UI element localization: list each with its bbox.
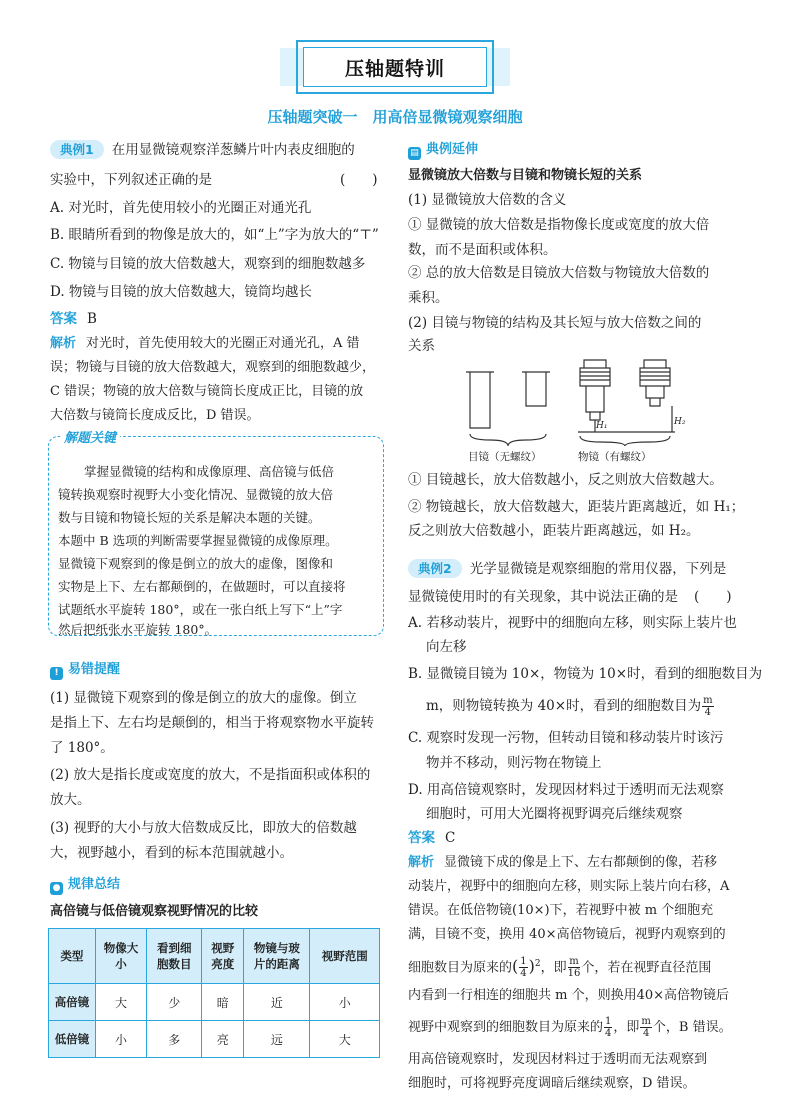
fraction-numerator: m	[703, 695, 713, 706]
short-objective-thread	[640, 372, 670, 380]
extension-line-1: (1) 显微镜放大倍数的含义	[408, 192, 567, 208]
example-2-paren: ( )	[694, 589, 732, 605]
analysis-2-line-9: 细胞时，可将视野亮度调暗后继续观察，D 错误。	[408, 1076, 696, 1091]
example-2-option-b-1: B. 显微镜目镜为 10×，物镜为 10×时，看到的细胞数目为	[408, 666, 763, 682]
table-header-cell: 视野亮度	[202, 929, 244, 984]
analysis-2-text-5b: ，即	[540, 960, 567, 976]
example-1-option-c: C. 物镜与目镜的放大倍数越大，观察到的细胞数越多	[50, 256, 366, 272]
fraction-numerator: m	[569, 956, 579, 968]
pin-icon: ●	[50, 882, 63, 895]
fraction-numerator: m	[641, 1016, 651, 1027]
example-1-option-b: B. 眼睛所看到的物像是放大的，如“上”字为放大的“⊤”	[50, 227, 379, 243]
example-1-paren: ( )	[340, 172, 378, 188]
long-objective-shape	[580, 360, 610, 420]
extension-line-9: ② 物镜越长，放大倍数越大，距装片距离越近，如 H₁；	[408, 499, 745, 515]
warning-icon: !	[50, 667, 63, 680]
fraction-one-quarter	[519, 956, 527, 979]
table-row	[49, 984, 380, 1021]
error-line-1: (1) 显微镜下观察到的像是倒立的放大的虚像。倒立	[50, 690, 357, 706]
example-1-stem-text: 在用显微镜观察洋葱鳞片叶内表皮细胞的	[111, 142, 355, 158]
analysis-2-line-3: 错误。在低倍物镜(10×)下，若视野中被 m 个细胞充	[408, 903, 714, 918]
rule-heading	[50, 875, 120, 895]
example-2-stem-line-1	[408, 559, 726, 579]
example-2-stem-line-2: 显微镜使用时的有关现象，其中说法正确的是	[408, 589, 678, 605]
table-cell: 近	[244, 984, 310, 1021]
table-cell: 远	[244, 1021, 310, 1058]
short-eyepiece-shape	[522, 372, 550, 406]
long-eyepiece-shape	[466, 372, 494, 428]
example-1-stem-line-2: 实验中，下列叙述正确的是	[50, 172, 212, 188]
short-objective-shape	[640, 360, 670, 406]
analysis-1-line-4: 大倍数与镜筒长度成反比，D 错误。	[50, 408, 260, 423]
table-header-cell: 物像大小	[95, 929, 146, 984]
key-line-8: 然后把纸张水平旋转 180°。	[58, 622, 218, 637]
table-cell: 高倍镜	[49, 984, 96, 1021]
objective-caption: 物镜（有螺纹）	[578, 451, 652, 463]
example-2-option-b-2-text: m，则物镜转换为 40×时，看到的细胞数目为	[426, 698, 702, 714]
table-cell: 低倍镜	[49, 1021, 96, 1058]
extension-line-2: ① 显微镜的放大倍数是指物像长度或宽度的放大倍	[408, 217, 710, 233]
error-line-6: (3) 视野的大小与放大倍数成反比，即放大的倍数越	[50, 820, 357, 836]
error-line-7: 大，视野越小，看到的标本范围就越小。	[50, 845, 293, 861]
example-2-option-d-2: 细胞时，可用大光圈将视野调亮后继续观察	[426, 806, 683, 822]
key-line-3: 数与目镜和物镜长短的关系是解决本题的关键。	[58, 510, 321, 525]
answer-label: 答案	[50, 311, 77, 327]
example-2-option-b-2	[426, 695, 715, 718]
fraction-m-over-16	[568, 956, 581, 979]
example-2-stem-text: 光学显微镜是观察细胞的常用仪器，下列是	[469, 561, 727, 577]
title-banner	[296, 40, 494, 94]
analysis-2-text-5a: 细胞数目为原来的	[408, 960, 513, 976]
error-line-4: (2) 放大是指长度或宽度的放大，不是指面积或体积的	[50, 767, 371, 783]
fraction-numerator: 1	[520, 956, 527, 968]
extension-line-5: 乘积。	[408, 290, 449, 306]
analysis-2-text-7c: 个，B 错误。	[652, 1020, 732, 1035]
analysis-1-line-1	[50, 334, 360, 354]
extension-line-6: (2) 目镜与物镜的结构及其长短与放大倍数之间的	[408, 315, 702, 331]
analysis-2-line-6: 内看到一行相连的细胞共 m 个，则换用40×高倍物镜后	[408, 988, 730, 1003]
table-row	[49, 1021, 380, 1058]
analysis-1-line-3: C 错误；物镜的放大倍数与镜筒长度成正比，目镜的放	[50, 384, 364, 399]
analysis-2-line-4: 满，目镜不变，换用 40×高倍物镜后，视野内观察到的	[408, 927, 726, 942]
analysis-2-line-8: 用高倍镜观察时，发现因材料过于透明而无法观察到	[408, 1052, 708, 1067]
example-2-label: 典例2	[408, 559, 462, 578]
table-cell: 少	[147, 984, 202, 1021]
key-line-1: 掌握显微镜的结构和成像原理、高倍镜与低倍	[84, 464, 335, 479]
key-point-label: 解题关键	[60, 427, 120, 446]
key-line-5: 显微镜下观察到的像是倒立的放大的虚像，图像和	[58, 556, 334, 571]
page-title: 压轴题特训	[303, 47, 487, 87]
fraction-denominator: 4	[704, 707, 712, 718]
fraction-numerator: 1	[605, 1016, 612, 1027]
fraction-denominator: 16	[567, 968, 581, 980]
extension-heading-text: 典例延伸	[426, 142, 479, 157]
extension-line-4: ② 总的放大倍数是目镜放大倍数与物镜放大倍数的	[408, 265, 710, 281]
extension-line-7: 关系	[408, 338, 435, 354]
table-title: 高倍镜与低倍镜观察视野情况的比较	[50, 904, 259, 919]
table-header-cell: 物镜与玻片的距离	[244, 929, 310, 984]
long-objective-thread	[580, 372, 610, 380]
fraction-one-quarter	[604, 1016, 612, 1039]
h1-label: H₁	[596, 421, 608, 431]
extension-heading	[408, 140, 478, 160]
analysis-2-text-1: 显微镜下成的像是上下、左右都颠倒的像，若移	[444, 855, 718, 870]
analysis-label: 解析	[50, 336, 77, 351]
table-header-cell: 视野范围	[310, 929, 380, 984]
table-cell: 亮	[202, 1021, 244, 1058]
table-cell: 大	[310, 1021, 380, 1058]
analysis-2-line-5	[408, 954, 711, 979]
answer-1	[50, 309, 97, 329]
table-header-cell: 看到细胞数目	[147, 929, 202, 984]
analysis-2-line-1	[408, 853, 717, 873]
answer-1-value: B	[87, 311, 97, 327]
fraction-denominator: 4	[605, 1028, 612, 1039]
key-line-2: 镜转换观察时视野大小变化情况、显微镜的放大倍	[58, 487, 334, 502]
lens-figure	[460, 354, 690, 466]
analysis-2-line-2: 动装片，视野中的细胞向左移，则实际上装片向右移，A	[408, 879, 730, 894]
error-line-2: 是指上下、左右均是颠倒的，相当于将观察物水平旋转	[50, 715, 374, 731]
example-2-option-a-1: A. 若移动装片，视野中的细胞向左移，则实际上装片也	[408, 615, 737, 631]
rule-heading-text: 规律总结	[68, 877, 121, 892]
table-header-row	[49, 929, 380, 984]
example-2-option-a-2: 向左移	[426, 639, 467, 655]
book-icon: ▤	[408, 147, 421, 160]
comparison-table	[48, 928, 380, 1058]
fraction-m-over-4	[702, 695, 713, 718]
table-cell: 小	[310, 984, 380, 1021]
key-line-4: 本题中 B 选项的判断需要掌握显微镜的成像原理。	[58, 533, 338, 548]
example-1-label: 典例1	[50, 140, 104, 159]
example-2-option-d-1: D. 用高倍镜观察时，发现因材料过于透明而无法观察	[408, 782, 724, 798]
error-heading-text: 易错提醒	[68, 662, 121, 677]
analysis-1-text-1: 对光时，首先使用较大的光圈正对通光孔，A 错	[86, 336, 360, 351]
analysis-2-text-7b: ，即	[613, 1020, 640, 1035]
exponent: 2	[534, 959, 541, 969]
table-cell: 多	[147, 1021, 202, 1058]
answer-2	[408, 828, 455, 848]
answer-2-value: C	[445, 830, 456, 846]
eyepiece-caption: 目镜（无螺纹）	[468, 451, 542, 463]
analysis-2-line-7	[408, 1016, 732, 1039]
example-1-option-a: A. 对光时，首先使用较小的光圈正对通光孔	[50, 200, 312, 216]
fraction-denominator: 4	[642, 1028, 650, 1039]
table-cell: 暗	[202, 984, 244, 1021]
example-1-option-d: D. 物镜与目镜的放大倍数越大，镜筒均越长	[50, 284, 312, 300]
example-2-option-c-2: 物并不移动，则污物在物镜上	[426, 755, 602, 771]
table-cell: 大	[95, 984, 146, 1021]
h2-label: H₂	[674, 417, 686, 427]
fraction-denominator: 4	[520, 968, 527, 980]
table-cell: 小	[95, 1021, 146, 1058]
extension-line-10: 反之则放大倍数越小，距装片距离越远，如 H₂。	[408, 523, 700, 539]
analysis-2-text-5c: 个，若在视野直径范围	[581, 960, 712, 976]
table-header-cell: 类型	[49, 929, 96, 984]
extension-line-8: ① 目镜越长，放大倍数越小，反之则放大倍数越大。	[408, 472, 723, 488]
section-title: 压轴题突破一 用高倍显微镜观察细胞	[267, 108, 523, 126]
key-line-6: 实物是上下、左右都颠倒的，在做题时，可以直接将	[58, 579, 346, 594]
key-line-7: 试题纸水平旋转 180°，或在一张白纸上写下“上”字	[58, 602, 343, 617]
right-paren: )	[528, 956, 535, 976]
example-2-option-c-1: C. 观察时发现一污物，但转动目镜和移动装片时该污	[408, 730, 724, 746]
analysis-2-text-7a: 视野中观察到的细胞数目为原来的	[408, 1020, 604, 1035]
left-paren: (	[512, 956, 519, 976]
extension-title: 显微镜放大倍数与目镜和物镜长短的关系	[408, 168, 643, 183]
answer-2-label: 答案	[408, 830, 435, 846]
extension-line-3: 数，而不是面积或体积。	[408, 242, 557, 258]
error-line-5: 放大。	[50, 792, 91, 808]
analysis-1-line-2: 误；物镜与目镜的放大倍数越大，观察到的细胞数越少，	[50, 360, 376, 375]
error-line-3: 了 180°。	[50, 740, 114, 756]
error-heading	[50, 660, 120, 680]
example-1-stem-line-1	[50, 140, 355, 160]
analysis-2-label: 解析	[408, 855, 435, 870]
fraction-m-over-4	[640, 1016, 651, 1039]
